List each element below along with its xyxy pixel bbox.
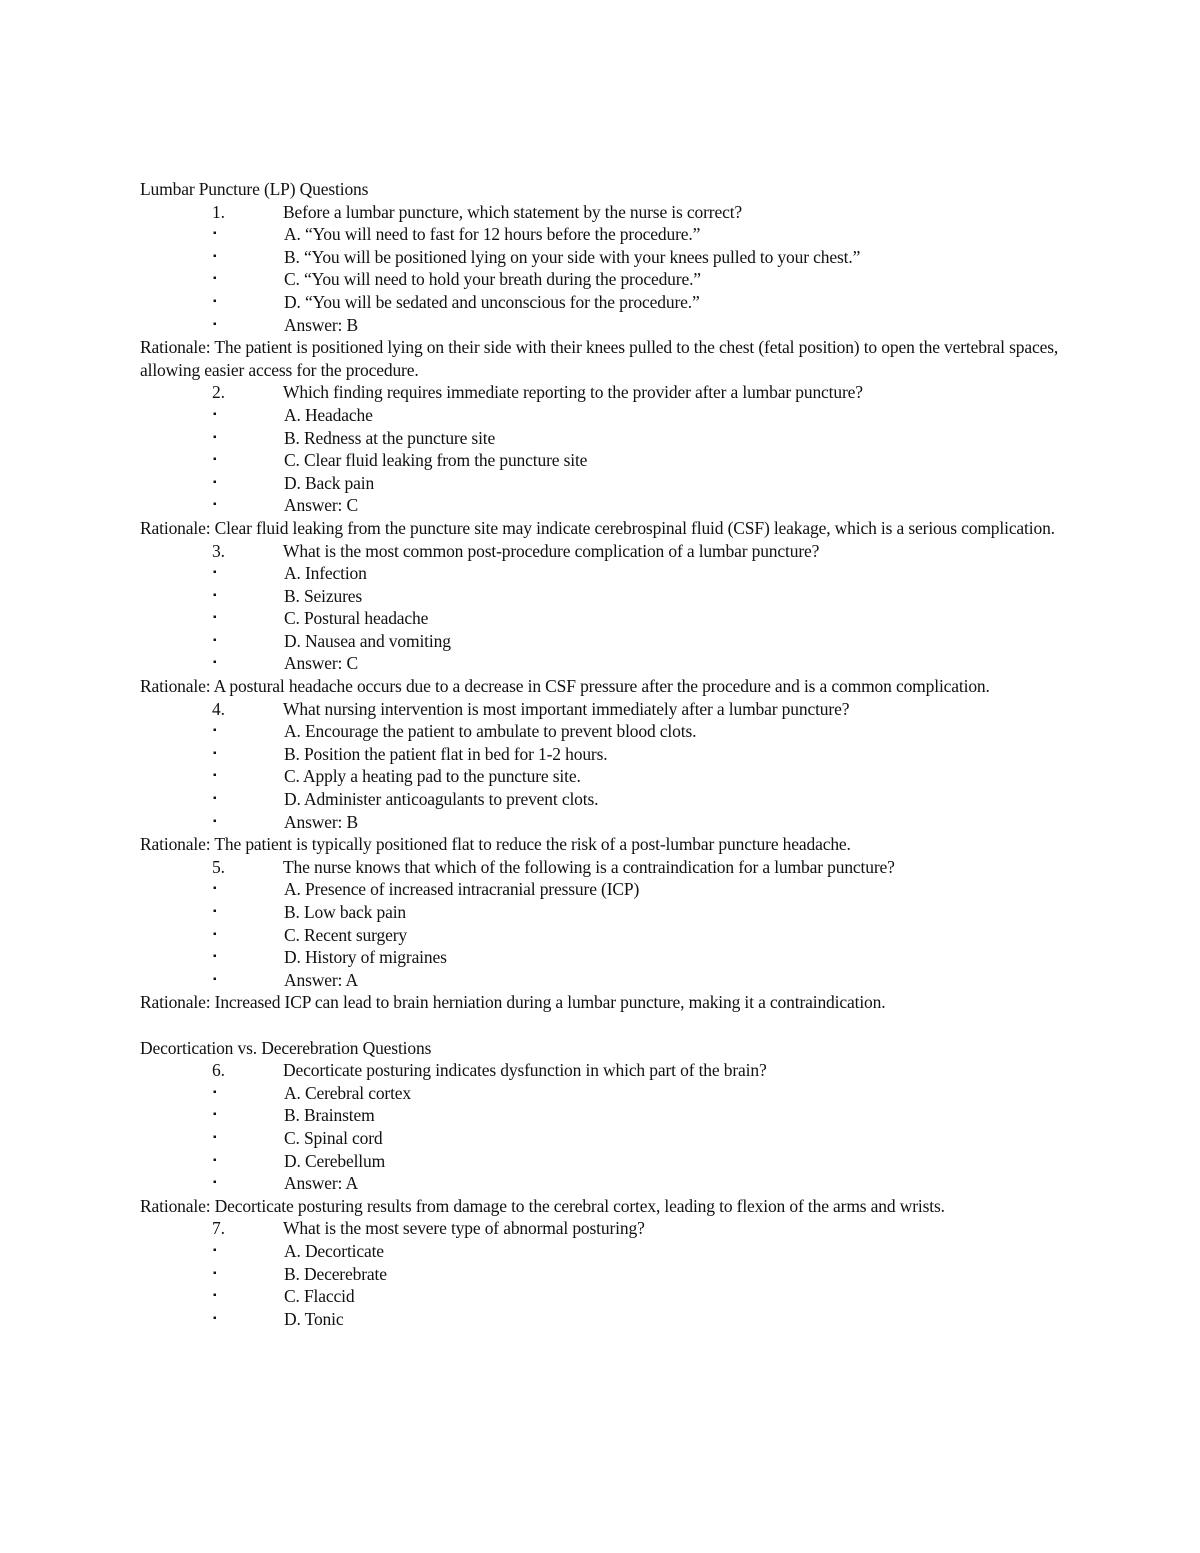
question-number: 5. — [212, 856, 225, 877]
option-item — [140, 1082, 1070, 1105]
question-number: 2. — [212, 382, 225, 403]
option-item — [140, 404, 1070, 427]
bullet-icon: ▪ — [213, 725, 217, 737]
rationale-text: Rationale: A postural headache occurs due to a decrease in CSF pressure after the procedure and is a common complication. — [140, 676, 990, 697]
question-2 — [140, 381, 1070, 404]
option-item — [140, 1285, 1070, 1308]
option-item — [140, 472, 1070, 495]
bullet-icon: ▪ — [213, 951, 217, 963]
answer-text: Answer: C — [284, 653, 358, 674]
rationale-text: Rationale: Increased ICP can lead to brain herniation during a lumbar puncture, making it a contraindication. — [140, 992, 886, 1013]
bullet-icon: ▪ — [213, 973, 217, 985]
section-spacer — [140, 1014, 1070, 1037]
answer-item — [140, 1172, 1070, 1195]
question-stem: Which finding requires immediate reporting to the provider after a lumbar puncture? — [283, 382, 863, 403]
option-item — [140, 878, 1070, 901]
option-text: C. Flaccid — [284, 1286, 355, 1307]
bullet-icon: ▪ — [213, 589, 217, 601]
bullet-icon: ▪ — [213, 1290, 217, 1302]
question-number: 7. — [212, 1218, 225, 1239]
rationale-text: Rationale: The patient is typically positioned flat to reduce the risk of a post-lumbar puncture headache. — [140, 834, 851, 855]
question-stem: The nurse knows that which of the following is a contraindication for a lumbar puncture? — [283, 856, 895, 877]
option-item — [140, 427, 1070, 450]
option-text: D. “You will be sedated and unconscious for the procedure.” — [284, 291, 700, 312]
option-text: B. Decerebrate — [284, 1263, 387, 1284]
answer-item — [140, 652, 1070, 675]
option-text: A. Encourage the patient to ambulate to prevent blood clots. — [284, 721, 697, 742]
bullet-icon: ▪ — [213, 612, 217, 624]
bullet-icon: ▪ — [213, 1177, 217, 1189]
question-number: 3. — [212, 540, 225, 561]
option-item — [140, 788, 1070, 811]
question-stem: What is the most common post-procedure complication of a lumbar puncture? — [283, 540, 820, 561]
answer-text: Answer: A — [284, 1173, 358, 1194]
option-item — [140, 901, 1070, 924]
question-stem: Decorticate posturing indicates dysfunction in which part of the brain? — [283, 1060, 767, 1081]
answer-text: Answer: B — [284, 811, 358, 832]
answer-text: Answer: B — [284, 314, 358, 335]
bullet-icon: ▪ — [213, 431, 217, 443]
bullet-icon: ▪ — [213, 567, 217, 579]
question-3 — [140, 540, 1070, 563]
option-item — [140, 1150, 1070, 1173]
answer-text: Answer: C — [284, 495, 358, 516]
option-text: D. Cerebellum — [284, 1150, 386, 1171]
bullet-icon: ▪ — [213, 1244, 217, 1256]
bullet-icon: ▪ — [213, 1086, 217, 1098]
bullet-icon: ▪ — [213, 228, 217, 240]
option-item — [140, 743, 1070, 766]
option-text: C. Clear fluid leaking from the puncture site — [284, 450, 588, 471]
bullet-icon: ▪ — [213, 1131, 217, 1143]
option-item — [140, 607, 1070, 630]
answer-item — [140, 314, 1070, 337]
question-4 — [140, 698, 1070, 721]
section-heading-lumbar-puncture: Lumbar Puncture (LP) Questions — [140, 179, 369, 199]
option-item — [140, 268, 1070, 291]
bullet-icon: ▪ — [213, 1154, 217, 1166]
bullet-icon: ▪ — [213, 793, 217, 805]
option-text: A. “You will need to fast for 12 hours before the procedure.” — [284, 224, 701, 245]
option-text: D. Tonic — [284, 1308, 344, 1329]
bullet-icon: ▪ — [213, 883, 217, 895]
option-item — [140, 562, 1070, 585]
option-text: B. Redness at the puncture site — [284, 427, 496, 448]
option-item — [140, 765, 1070, 788]
option-item — [140, 223, 1070, 246]
option-text: C. Postural headache — [284, 608, 429, 629]
option-text: D. History of migraines — [284, 947, 447, 968]
bullet-icon: ▪ — [213, 747, 217, 759]
option-item — [140, 720, 1070, 743]
bullet-icon: ▪ — [213, 1312, 217, 1324]
option-item — [140, 1104, 1070, 1127]
question-7 — [140, 1217, 1070, 1240]
option-text: A. Presence of increased intracranial pressure (ICP) — [284, 879, 640, 900]
bullet-icon: ▪ — [213, 318, 217, 330]
bullet-icon: ▪ — [213, 273, 217, 285]
option-text: B. Seizures — [284, 585, 363, 606]
option-text: A. Infection — [284, 563, 367, 584]
bullet-icon: ▪ — [213, 928, 217, 940]
option-item — [140, 449, 1070, 472]
option-text: D. Administer anticoagulants to prevent clots. — [284, 789, 599, 810]
bullet-icon: ▪ — [213, 634, 217, 646]
option-item — [140, 291, 1070, 314]
option-item — [140, 630, 1070, 653]
option-text: B. Brainstem — [284, 1105, 375, 1126]
question-stem: What is the most severe type of abnormal posturing? — [283, 1218, 645, 1239]
bullet-icon: ▪ — [213, 1267, 217, 1279]
question-number: 1. — [212, 201, 225, 222]
option-text: D. Nausea and vomiting — [284, 630, 451, 651]
bullet-icon: ▪ — [213, 770, 217, 782]
bullet-icon: ▪ — [213, 454, 217, 466]
question-number: 6. — [212, 1060, 225, 1081]
document-content — [140, 178, 1070, 1330]
question-1 — [140, 201, 1070, 224]
option-text: B. Low back pain — [284, 902, 407, 922]
option-text: C. Apply a heating pad to the puncture site. — [284, 766, 581, 787]
bullet-icon: ▪ — [213, 408, 217, 420]
rationale-text: Rationale: The patient is positioned lying on their side with their knees pulled to the chest (fetal position) to open the vertebral spaces, allowing easier access for the procedure. — [140, 337, 1059, 380]
bullet-icon: ▪ — [213, 657, 217, 669]
bullet-icon: ▪ — [213, 1109, 217, 1121]
option-text: B. Position the patient flat in bed for 1-2 hours. — [284, 743, 608, 764]
answer-item — [140, 969, 1070, 992]
option-item — [140, 1308, 1070, 1331]
option-text: B. “You will be positioned lying on your side with your knees pulled to your chest.” — [284, 246, 861, 267]
bullet-icon: ▪ — [213, 476, 217, 488]
question-6 — [140, 1059, 1070, 1082]
option-item — [140, 1127, 1070, 1150]
option-item — [140, 585, 1070, 608]
option-item — [140, 924, 1070, 947]
option-text: D. Back pain — [284, 472, 375, 493]
option-text: A. Cerebral cortex — [284, 1082, 412, 1103]
bullet-icon: ▪ — [213, 250, 217, 262]
question-number: 4. — [212, 698, 225, 719]
option-text: C. “You will need to hold your breath during the procedure.” — [284, 269, 701, 290]
bullet-icon: ▪ — [213, 906, 217, 917]
bullet-icon: ▪ — [213, 815, 217, 827]
question-stem: Before a lumbar puncture, which statement by the nurse is correct? — [283, 201, 743, 222]
rationale-text: Rationale: Decorticate posturing results from damage to the cerebral cortex, leading to flexion of the arms and wrists. — [140, 1195, 945, 1216]
option-item — [140, 246, 1070, 269]
bullet-icon: ▪ — [213, 499, 217, 511]
option-item — [140, 1263, 1070, 1286]
option-item — [140, 946, 1070, 969]
option-text: A. Headache — [284, 404, 373, 425]
question-5 — [140, 856, 1070, 879]
question-stem: What nursing intervention is most important immediately after a lumbar puncture? — [283, 698, 850, 719]
rationale-text: Rationale: Clear fluid leaking from the puncture site may indicate cerebrospinal fluid (CSF) leakage, which is a serious complication. — [140, 517, 1055, 538]
answer-item — [140, 494, 1070, 517]
answer-text: Answer: A — [284, 969, 358, 990]
section-heading-posturing: Decortication vs. Decerebration Questions — [140, 1037, 432, 1058]
bullet-icon: ▪ — [213, 295, 217, 307]
answer-item — [140, 811, 1070, 834]
option-text: C. Recent surgery — [284, 924, 408, 945]
option-item — [140, 1240, 1070, 1263]
option-text: C. Spinal cord — [284, 1127, 383, 1148]
option-text: A. Decorticate — [284, 1240, 384, 1261]
